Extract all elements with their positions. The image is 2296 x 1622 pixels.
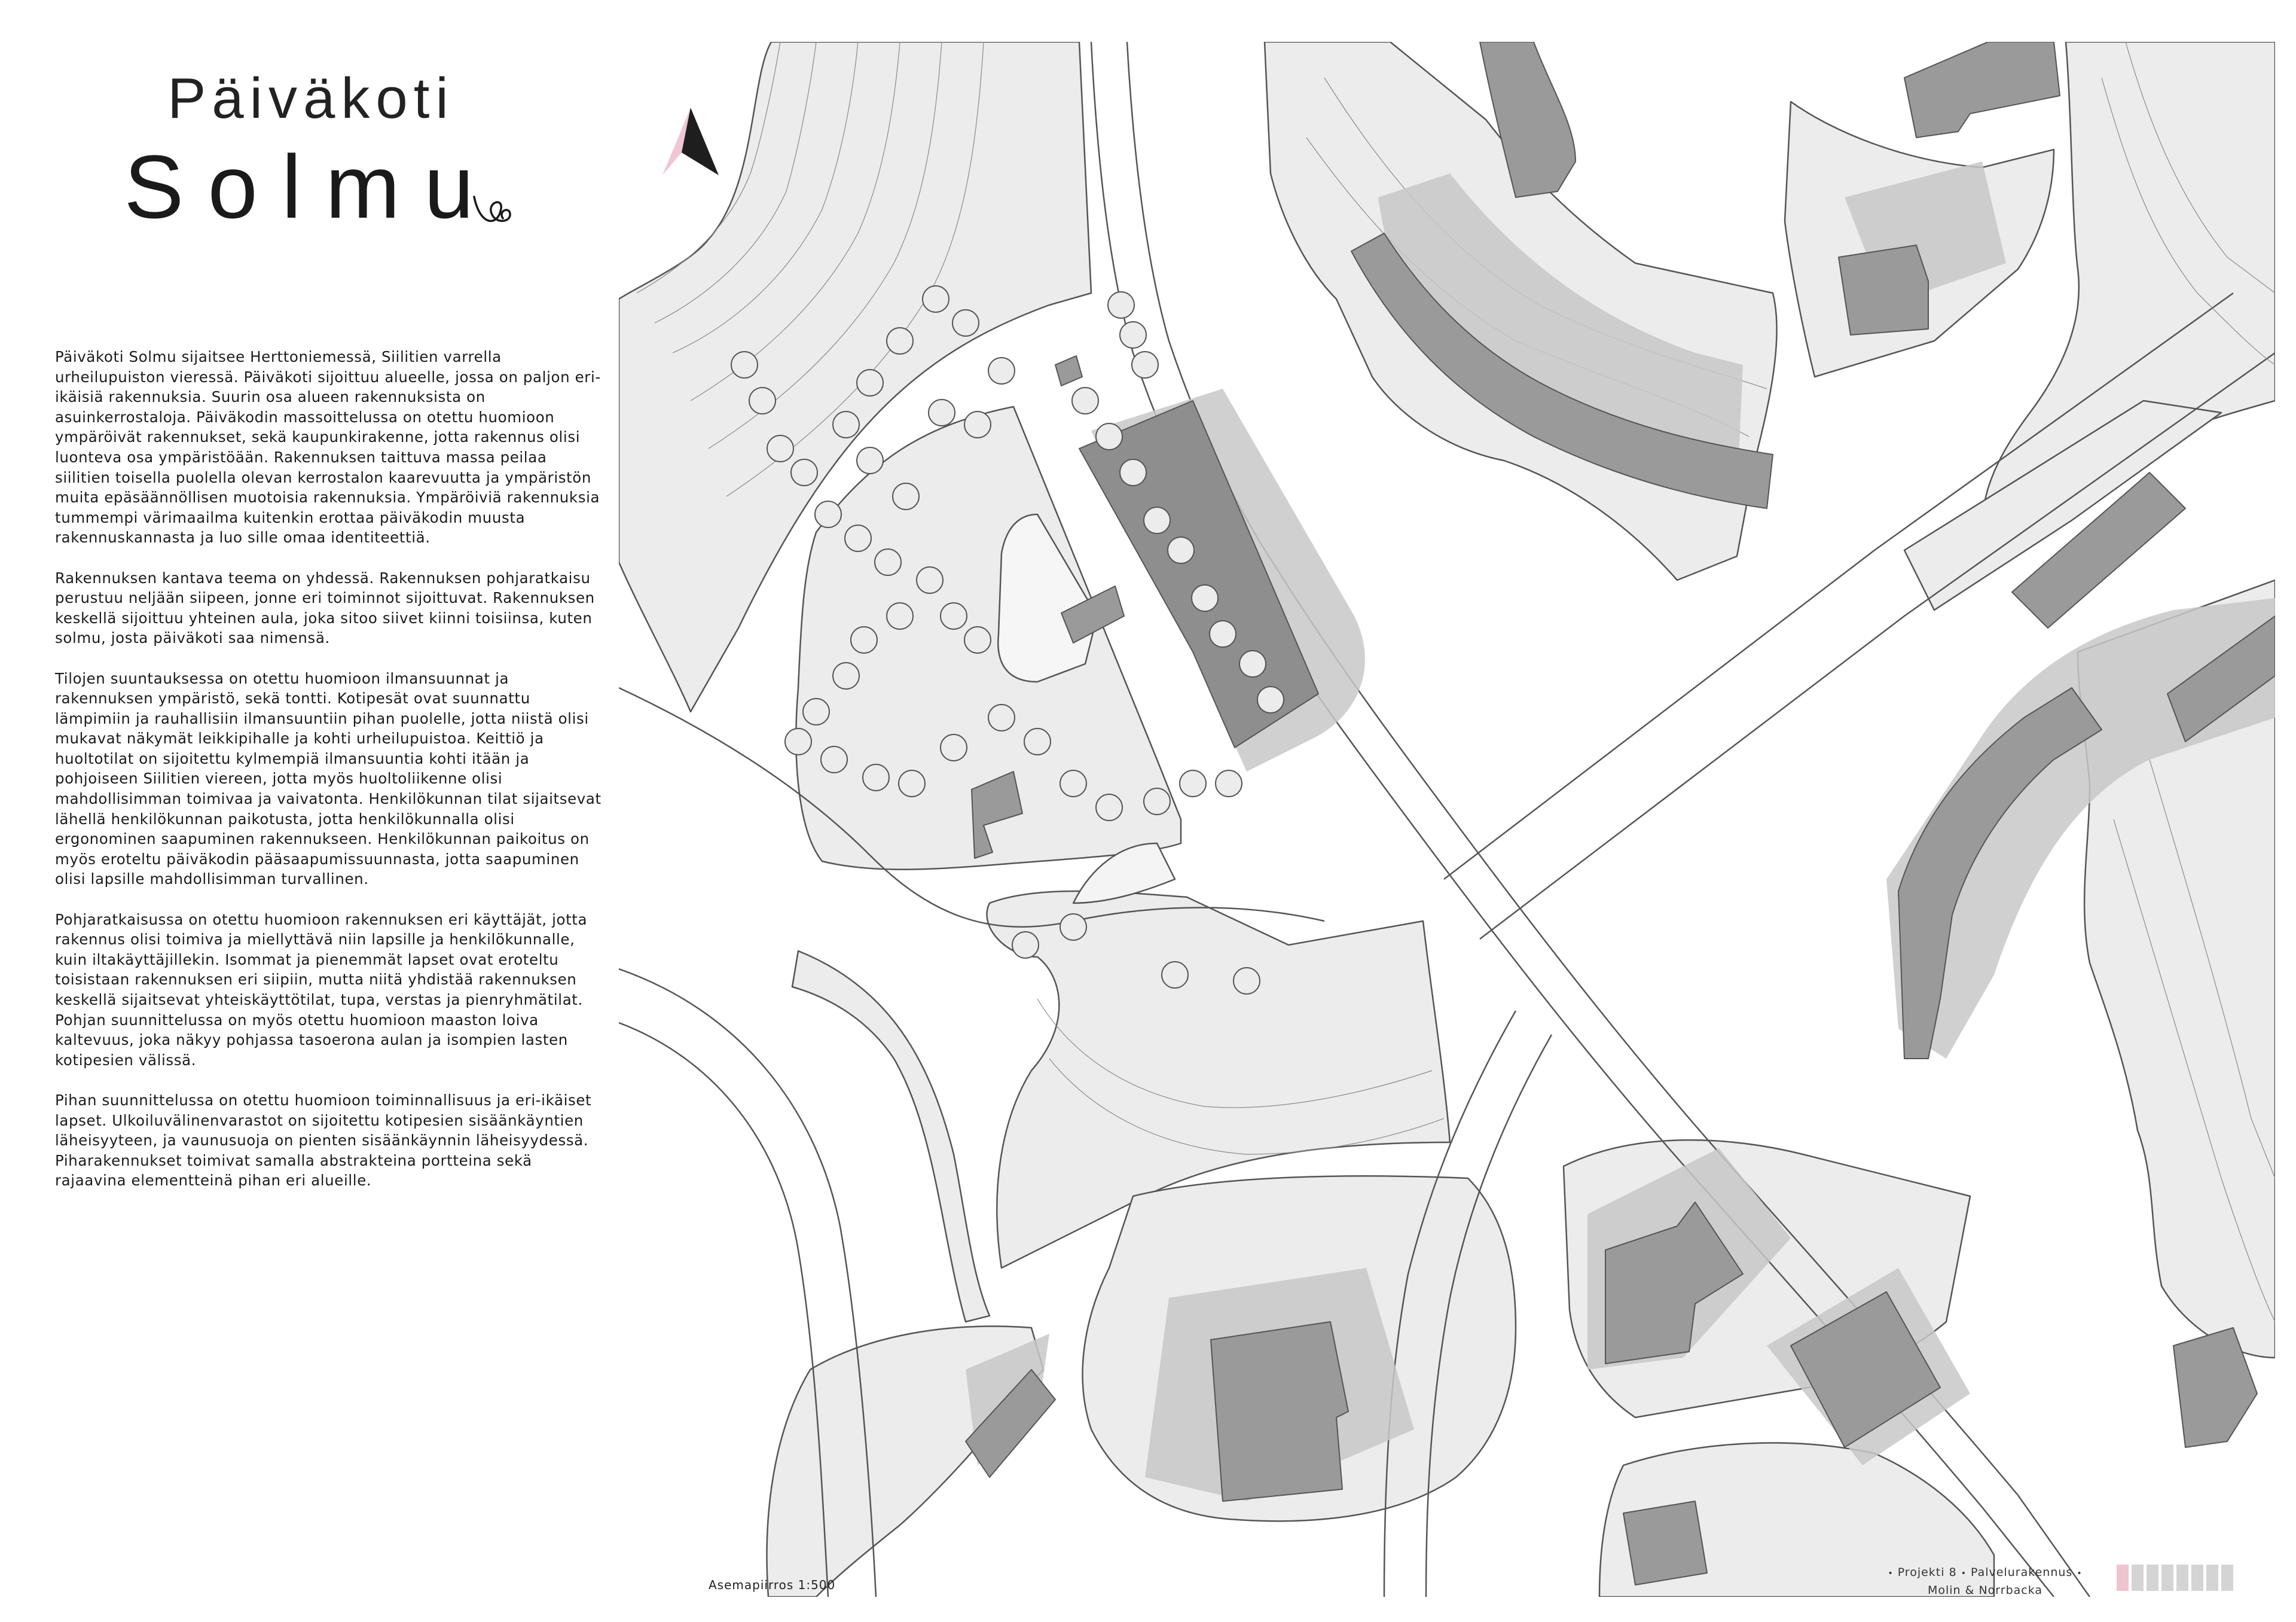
progress-segment <box>2221 1565 2233 1591</box>
site-plan-map <box>619 42 2275 1597</box>
progress-segment <box>2191 1565 2203 1591</box>
progress-segment <box>2161 1565 2173 1591</box>
progress-segment <box>2206 1565 2218 1591</box>
description-paragraph: Rakennuksen kantava teema on yhdessä. Rakennuksen pohjaratkaisu perustuu neljään siipeen, jonne eri toiminnot sijoittuvat. Rakennuksen keskellä sijoittuu yhteinen aula, joka sitoo siivet kiinni toisiinsa, kuten solmu, josta päiväkoti saa nimensä. <box>55 569 595 647</box>
progress-segment <box>2147 1565 2158 1591</box>
description-paragraph: Pihan suunnittelussa on otettu huomioon toiminnallisuus ja eri-ikäiset lapset. Ulkoiluvälinenvarastot on sijoitettu kotipesien sisäänkäyntien läheisyyteen, ja vaunusuoja on pienten sisäänkäynnin läheisyydessä. Piharakennukset toimivat samalla abstrakteina portteina sekä rajaavina elementteinä pihan eri alueille. <box>55 1091 592 1190</box>
description-text <box>55 347 605 1211</box>
description-paragraph: Tilojen suuntauksessa on otettu huomioon ilmansuunnat ja rakennuksen ympäristö, sekä tontti. Kotipesät ovat suunnattu lämpimiin ja rauhallisiin ilmansuuntiin pihan puolelle, jotta niistä olisi mukavat näkymät leikkipihalle ja kohti urheilupuistoa. Keittiö ja huoltotilat on sijoitettu kylmempiä ilmansuuntia kohti itään ja pohjoiseen Siilitien viereen, jotta myös huoltoliikenne olisi mahdollisimman toimivaa ja vaivatonta. Henkilökunnan tilat sijaitsevat lähellä henkilökunnan paikotusta, jotta henkilökunnalla olisi ergonominen saapuminen rakennukseen. Henkilökunnan paikoitus on myös eroteltu päiväkodin pääsaapumissuunnasta, jotta saapuminen olisi lapsille mahdollisimman turvallinen. <box>55 669 602 888</box>
footer-separator: • <box>1961 1569 1967 1578</box>
building-se-3 <box>1623 1501 1707 1585</box>
curved-strip-west <box>792 951 990 1322</box>
knot-logo-icon <box>468 185 516 233</box>
description-paragraph: Pohjaratkaisussa on otettu huomioon rakennuksen eri käyttäjät, jotta rakennus olisi toimiva ja miellyttävä niin lapsille ja henkilökunnalle, kuin iltakäyttäjillekin. Isommat ja pienemmät lapset ovat eroteltu toisistaan rakennuksen eri siipiin, mutta niitä yhdistää rakennuksen keskellä sijaitsevat yhteiskäyttötilat, tupa, verstas ja pienryhmätilat. Pohjan suunnittelussa on myös otettu huomioon maaston loiva kaltevuus, joka näkyy pohjassa tasoerona aulan ja isompien lasten kotipesien välissä. <box>55 910 588 1069</box>
building-ne-2 <box>1839 245 1928 335</box>
footer-course: Palvelurakennus <box>1971 1566 2073 1579</box>
footer-separator: • <box>2077 1569 2083 1578</box>
page-title-text: Solmu <box>124 136 498 237</box>
footer-project-line <box>1857 1564 2114 1582</box>
footer-info <box>1857 1564 2114 1599</box>
progress-segment <box>2117 1565 2129 1591</box>
daycare-lot-inner <box>998 514 1097 682</box>
footer-separator: • <box>1888 1569 1894 1578</box>
scale-label: Asemapiirros 1:500 <box>709 1578 836 1592</box>
description-paragraph: Päiväkoti Solmu sijaitsee Herttoniemessä, Siilitien varrella urheilupuiston vieressä. Päiväkoti sijoittuu alueelle, jossa on paljon eri-ikäisiä rakennuksia. Suurin osa alueen rakennuksista on asuinkerrostaloja. Päiväkodin massoittelussa on otettu huomioon ympäröivät rakennukset, sekä kaupunkirakenne, jotta rakennus olisi luonteva osa ympäristöään. Rakennuksen taittuva massa peilaa siilitien toisella puolella olevan kerrostalon kaarevuutta ja ympäristön muita epäsäännöllisen muotoisia rakennuksia. Ympäröiviä rakennuksia tummempi värimaailma kuitenkin erottaa päiväkodin muusta rakennuskannasta ja luo sille omaa identiteettiä. <box>55 348 601 547</box>
footer-authors: Molin & Norrbacka <box>1927 1584 2043 1597</box>
page-title-line1: Päiväkoti <box>167 66 454 130</box>
progress-segment <box>2132 1565 2144 1591</box>
footer-project: Projekti 8 <box>1897 1566 1957 1579</box>
building-ne-1 <box>1904 42 2060 138</box>
building-south-main <box>1211 1322 1348 1501</box>
progress-segment <box>2176 1565 2188 1591</box>
page-title-line2 <box>124 135 497 239</box>
page-progress-indicator <box>2117 1565 2233 1591</box>
title-block <box>84 66 538 239</box>
building-small-1 <box>1055 356 1082 386</box>
